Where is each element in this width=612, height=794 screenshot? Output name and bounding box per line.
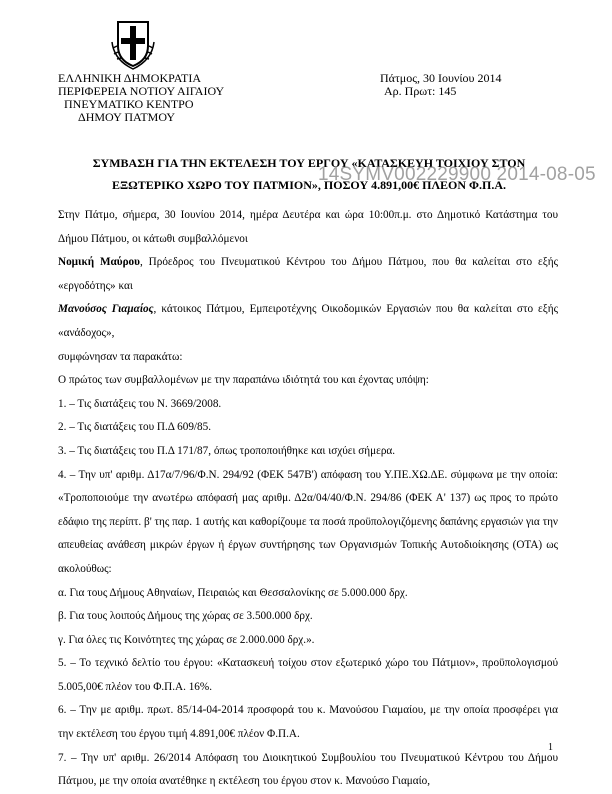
issuer-line: ΕΛΛΗΝΙΚΗ ΔΗΜΟΚΡΑΤΙΑ <box>58 71 202 85</box>
clause-6: 6. – Την με αριθμ. πρωτ. 85/14-04-2014 προσφορά του κ. Μανούσου Γιαμαίου, με την οποία προσφέρει για την εκτέλεση του έργου τιμή 4.891,00€ πλέον Φ.Π.Α. <box>58 704 558 741</box>
intro-paragraph: Στην Πάτμο, σήμερα, 30 Ιουνίου 2014, ημέρα Δευτέρα και ώρα 10:00π.μ. στο Δημοτικό Κατάστημα του Δήμου Πάτμου, οι κάτωθι συμβαλλόμενοι <box>58 209 558 245</box>
contractor-paragraph <box>58 298 558 345</box>
protocol-number: Αρ. Πρωτ: 145 <box>384 84 457 98</box>
considering-paragraph: Ο πρώτος των συμβαλλομένων με την παραπάνω ιδιότητά του και έχοντας υπόψη: <box>58 374 429 387</box>
greek-coat-of-arms-icon <box>110 16 156 70</box>
clause-1: 1. – Τις διατάξεις του Ν. 3669/2008. <box>58 397 222 410</box>
agreed-paragraph: συμφώνησαν τα παρακάτω: <box>58 350 183 363</box>
contractor-text: , κάτοικος Πάτμου, Εμπειροτέχνης Οικοδομικών Εργασιών που θα καλείται στο εξής «ανάδοχος», <box>58 303 558 339</box>
employer-text: , Πρόεδρος του Πνευματικού Κέντρου του Δήμου Πάτμου, που θα καλείται στο εξής «εργοδότης» και <box>58 256 559 292</box>
issuer-line: ΠΕΡΙΦΕΡΕΙΑ ΝΟΤΙΟΥ ΑΙΓΑΙΟΥ <box>58 84 225 98</box>
employer-paragraph <box>58 251 558 298</box>
sub-clause-b: β. Για τους λοιπούς Δήμους της χώρας σε 3.500.000 δρχ. <box>58 610 313 623</box>
sub-clause-c: γ. Για όλες τις Κοινότητες της χώρας σε 2.000.000 δρχ.». <box>58 633 315 646</box>
issuer-line: ΔΗΜΟΥ ΠΑΤΜΟΥ <box>78 110 176 124</box>
clause-7: 7. – Την υπ' αριθμ. 26/2014 Απόφαση του Διοικητικού Συμβουλίου του Πνευματικού Κέντρου του Δήμου Πάτμου, με την οποία ανατέθηκε η εκτέλεση του έργου στον κ. Μανούσο Γιαμαίο, <box>58 751 558 788</box>
clause-3: 3. – Τις διατάξεις του Π.Δ 171/87, όπως τροποποιήθηκε και ισχύει σήμερα. <box>58 444 396 457</box>
place-date: Πάτμος, 30 Ιουνίου 2014 <box>380 71 502 85</box>
title-line-2: ΕΞΩΤΕΡΙΚΟ ΧΩΡΟ ΤΟΥ ΠΑΤΜΙΟΝ», ΠΟΣΟΥ 4.891,00€ ΠΛΕΟΝ Φ.Π.Α. <box>111 178 507 192</box>
date-protocol-block <box>380 72 502 98</box>
contract-body <box>58 204 558 794</box>
clause-4: 4. – Την υπ' αριθμ. Δ17α/7/96/Φ.Ν. 294/92 (ΦΕΚ 547Β') απόφαση του Υ.ΠΕ.ΧΩ.ΔΕ. σύμφωνα με την οποία: «Τροποποιούμε την ανωτέρω απόφασή μας αριθμ. Δ2α/04/40/Φ.Ν. 294/86 (ΦΕΚ Α' 137) ως προς το πρώτο εδάφιο της περίπτ. β' της παρ. 1 αυτής και καθορίζουμε τα ποσά προϋπολογιζόμενης δαπάνης εργασιών για την απευθείας ανάθεση μικρών έργων ή έργων συντήρησης των Οργανισμών Τοπικής Αυτοδιοίκησης (ΟΤΑ) ως ακολούθως: <box>58 468 558 575</box>
page-number: 1 <box>548 742 553 753</box>
clause-5: 5. – Το τεχνικό δελτίο του έργου: «Κατασκευή τοίχου στον εξωτερικό χώρο του Πάτμιον», προϋπολογισμού 5.005,00€ πλέον του Φ.Π.Α. 16%. <box>58 657 558 693</box>
clause-2: 2. – Τις διατάξεις του Π.Δ 609/85. <box>58 421 212 434</box>
title-line-1: ΣΥΜΒΑΣΗ ΓΙΑ ΤΗΝ ΕΚΤΕΛΕΣΗ ΤΟΥ ΕΡΓΟΥ «ΚΑΤΑΣΚΕΥΗ ΤΟΙΧΙΟΥ ΣΤΟΝ <box>92 156 526 170</box>
contractor-name: Μανούσος Γιαμαίος <box>58 303 154 316</box>
issuer-block <box>58 72 224 124</box>
employer-name: Νομική Μαύρου <box>58 256 140 269</box>
issuer-line: ΠΝΕΥΜΑΤΙΚΟ ΚΕΝΤΡΟ <box>64 97 194 111</box>
ada-watermark: 14SYMV002229900 2014-08-05 <box>318 164 596 185</box>
sub-clause-a: α. Για τους Δήμους Αθηναίων, Πειραιώς και Θεσσαλονίκης σε 5.000.000 δρχ. <box>58 586 408 599</box>
